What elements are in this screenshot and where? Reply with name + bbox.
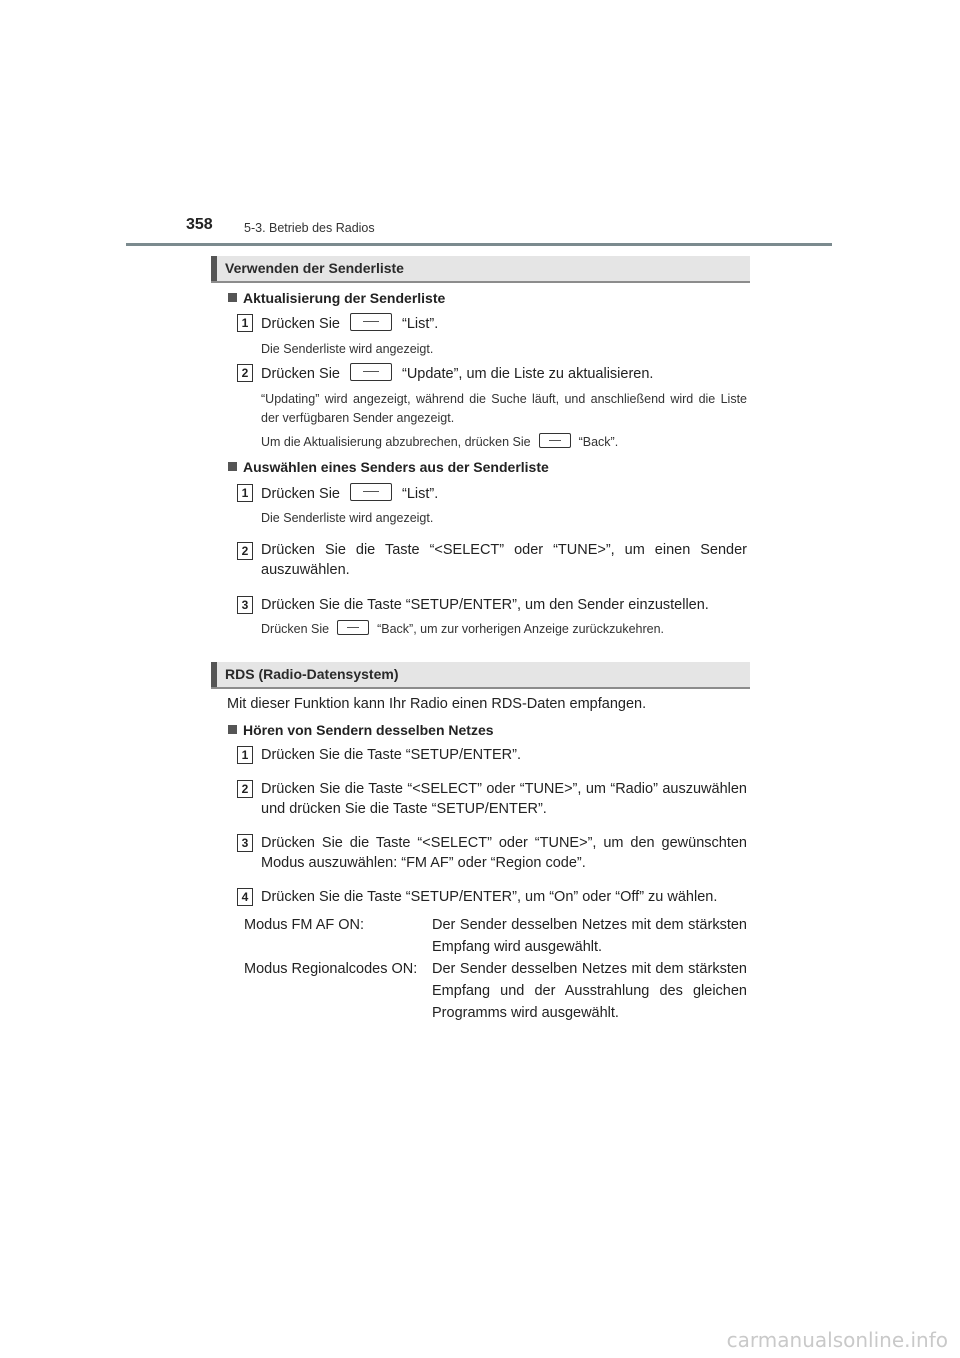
- step-note: Drücken Sie “Back”, um zur vorherigen Anzeige zurückzukehren.: [261, 622, 665, 636]
- section-header-rds: [211, 662, 750, 689]
- step-text: Drücken Sie die Taste “<SELECT” oder “TUNE>”, um einen Sender auszuwählen.: [261, 542, 747, 578]
- mode-description: Der Sender desselben Netzes mit dem stärksten Empfang wird ausgewählt.: [432, 917, 747, 955]
- button-icon: [539, 433, 571, 448]
- mode-label: Modus Regionalcodes ON:: [244, 961, 418, 977]
- step-text: Drücken Sie “List”.: [261, 483, 747, 504]
- step-number: 3: [237, 596, 253, 614]
- subheading-select: Auswählen eines Senders aus der Senderliste: [228, 459, 549, 475]
- step-text: Drücken Sie “Update”, um die Liste zu aktualisieren.: [261, 363, 747, 384]
- section-title: RDS (Radio-Datensystem): [225, 666, 399, 682]
- step-number: 2: [237, 542, 253, 560]
- section-header-station-list: [211, 256, 750, 283]
- intro-paragraph: Mit dieser Funktion kann Ihr Radio einen RDS-Daten empfangen.: [227, 696, 647, 712]
- step-number: 4: [237, 888, 253, 906]
- section-bar: [211, 256, 217, 281]
- step-number: 1: [237, 746, 253, 764]
- watermark: carmanualsonline.info: [726, 1328, 948, 1352]
- step-note: Um die Aktualisierung abzubrechen, drücken Sie “Back”.: [261, 435, 619, 449]
- mode-label: Modus FM AF ON:: [244, 917, 365, 933]
- button-icon: [350, 483, 392, 501]
- step-note: Die Senderliste wird angezeigt.: [261, 511, 434, 525]
- step-number: 2: [237, 780, 253, 798]
- step-number: 1: [237, 314, 253, 332]
- page-number: 358: [186, 216, 213, 233]
- square-bullet-icon: [228, 725, 237, 734]
- mode-description: Der Sender desselben Netzes mit dem stärksten Empfang und der Ausstrahlung des gleichen Programms wird ausgewählt.: [432, 961, 747, 1021]
- section-bar: [211, 662, 217, 687]
- step-text: Drücken Sie die Taste “SETUP/ENTER”, um “On” oder “Off” zu wählen.: [261, 889, 718, 905]
- section-title: Verwenden der Senderliste: [225, 260, 404, 276]
- step-note: “Updating” wird angezeigt, während die Suche läuft, und anschließend wird die Liste der verfügbaren Sender angezeigt.: [261, 392, 747, 425]
- button-icon: [337, 620, 369, 635]
- step-note: Die Senderliste wird angezeigt.: [261, 342, 434, 356]
- step-number: 2: [237, 364, 253, 382]
- breadcrumb: 5-3. Betrieb des Radios: [244, 221, 375, 235]
- button-icon: [350, 363, 392, 381]
- step-text: Drücken Sie die Taste “<SELECT” oder “TUNE>”, um den gewünschten Modus auszuwählen: “FM AF” oder “Region code”.: [261, 835, 747, 871]
- step-text: Drücken Sie die Taste “SETUP/ENTER”.: [261, 747, 522, 763]
- subheading-same-network: Hören von Sendern desselben Netzes: [228, 722, 494, 738]
- step-text: Drücken Sie “List”.: [261, 313, 747, 334]
- subheading-update: Aktualisierung der Senderliste: [228, 290, 445, 306]
- step-number: 3: [237, 834, 253, 852]
- button-icon: [350, 313, 392, 331]
- square-bullet-icon: [228, 462, 237, 471]
- step-text: Drücken Sie die Taste “<SELECT” oder “TUNE>”, um “Radio” auszuwählen und drücken Sie die Taste “SETUP/ENTER”.: [261, 781, 747, 817]
- step-number: 1: [237, 484, 253, 502]
- step-text: Drücken Sie die Taste “SETUP/ENTER”, um den Sender einzustellen.: [261, 597, 709, 613]
- header-rule: [126, 243, 832, 246]
- square-bullet-icon: [228, 293, 237, 302]
